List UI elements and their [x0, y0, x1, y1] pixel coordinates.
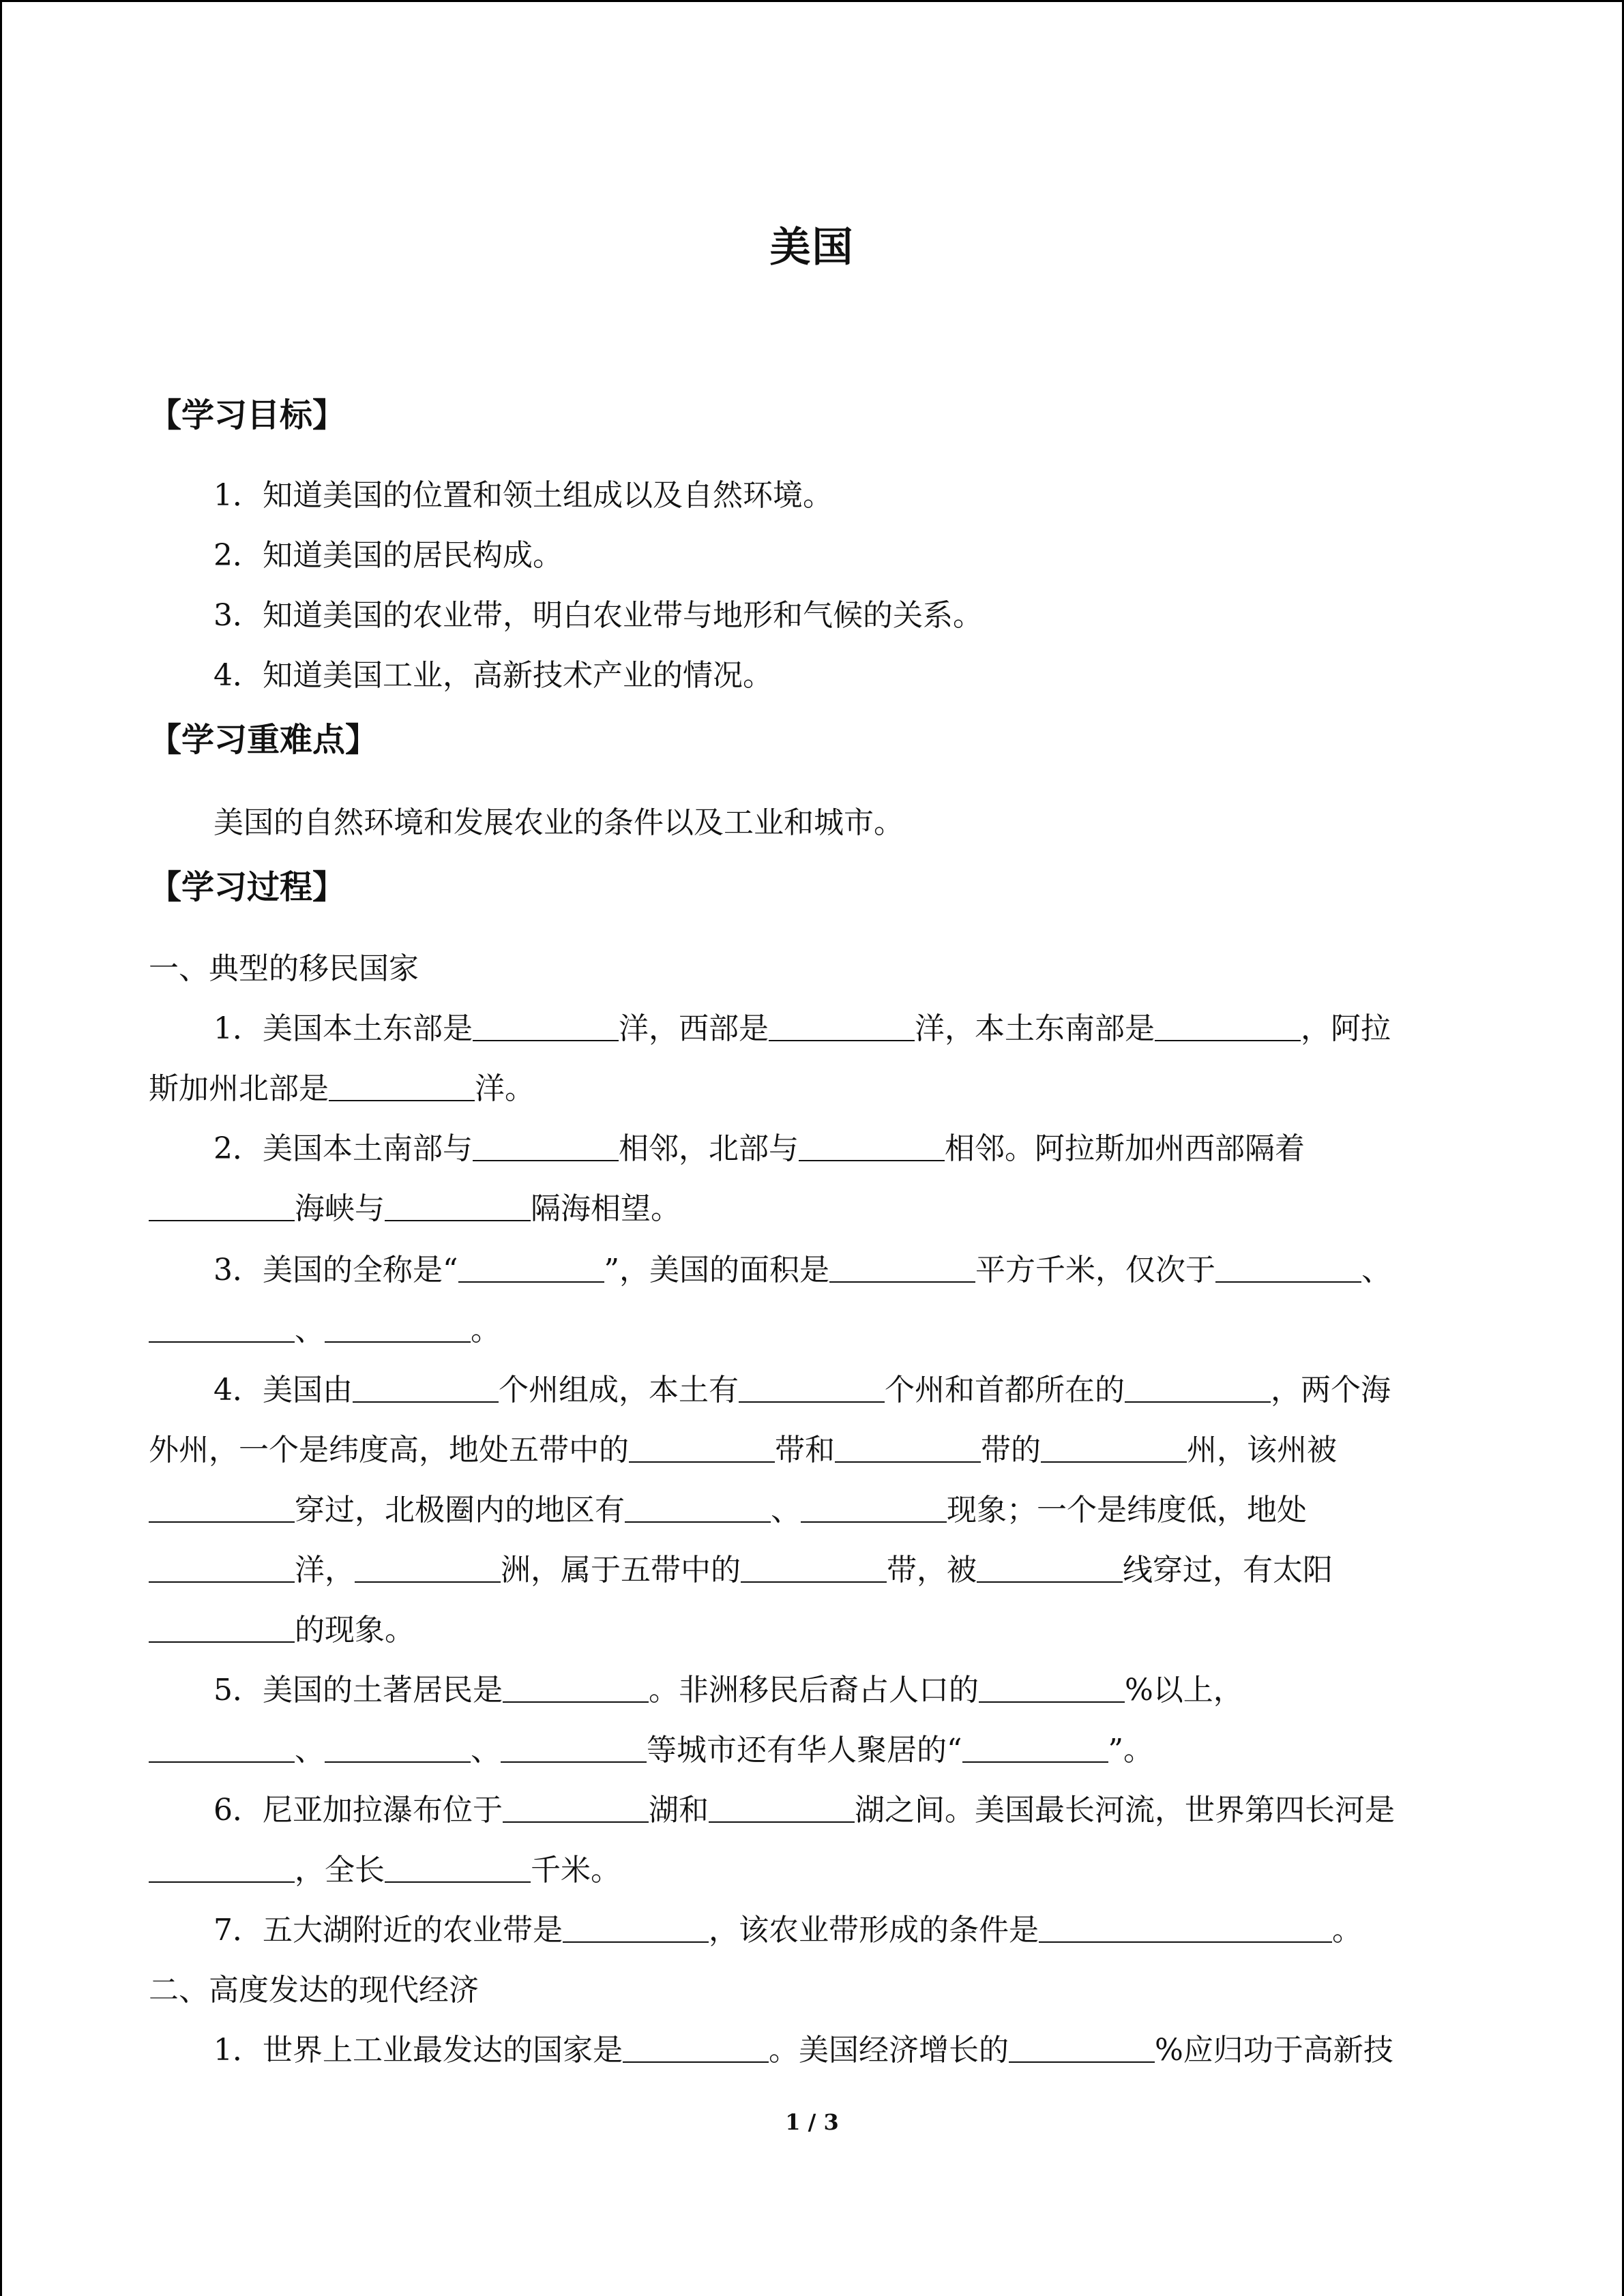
answer-blank[interactable] [355, 1550, 501, 1583]
part2-question-1: 1．世界上工业最发达的国家是 。美国经济增长的 %应归功于高新技 [213, 2030, 1393, 2071]
key-points-text: 美国的自然环境和发展农业的条件以及工业和城市。 [213, 805, 904, 840]
question-4-line-5: 的现象。 [149, 1610, 415, 1651]
answer-blank[interactable] [325, 1310, 471, 1343]
answer-blank[interactable] [1041, 1430, 1187, 1463]
answer-blank[interactable] [149, 1310, 295, 1343]
answer-blank[interactable] [473, 1129, 619, 1161]
question-1-line-2: 斯加州北部是 洋。 [149, 1069, 535, 1109]
answer-blank[interactable] [149, 1610, 295, 1643]
answer-blank[interactable] [801, 1490, 947, 1523]
answer-blank[interactable] [149, 1730, 295, 1763]
answer-blank[interactable] [149, 1490, 295, 1523]
answer-blank[interactable] [709, 1790, 855, 1823]
answer-blank[interactable] [325, 1730, 471, 1763]
answer-blank[interactable] [629, 1430, 775, 1463]
objective-item: 4．知道美国工业，高新技术产业的情况。 [213, 658, 773, 693]
question-7: 7．五大湖附近的农业带是 ，该农业带形成的条件是 。 [213, 1910, 1362, 1951]
answer-blank[interactable] [829, 1250, 975, 1283]
answer-blank[interactable] [473, 1009, 619, 1041]
answer-blank[interactable] [458, 1250, 604, 1283]
answer-blank[interactable] [1215, 1250, 1361, 1283]
page-number: 1 / 3 [785, 2109, 839, 2135]
objective-item: 2．知道美国的居民构成。 [213, 538, 563, 573]
answer-blank[interactable] [739, 1370, 885, 1403]
answer-blank[interactable] [623, 2030, 769, 2063]
objective-item: 1．知道美国的位置和领土组成以及自然环境。 [213, 478, 833, 513]
answer-blank[interactable] [799, 1129, 945, 1161]
answer-blank[interactable] [1125, 1370, 1271, 1403]
key-points-heading: 【学习重难点】 [149, 721, 379, 759]
answer-blank[interactable] [353, 1370, 499, 1403]
answer-blank[interactable] [501, 1730, 647, 1763]
answer-blank[interactable] [503, 1670, 649, 1703]
question-2-line-1: 2．美国本土南部与 相邻，北部与 相邻。阿拉斯加州西部隔着 [213, 1129, 1305, 1169]
answer-blank[interactable] [149, 1550, 295, 1583]
answer-blank[interactable] [977, 1550, 1123, 1583]
answer-blank[interactable] [385, 1189, 531, 1221]
question-3-line-1: 3．美国的全称是“ ”，美国的面积是 平方千米，仅次于 、 [213, 1250, 1391, 1291]
question-4-line-2: 外州，一个是纬度高，地处五带中的 带和 带的 州，该州被 [149, 1430, 1337, 1471]
answer-blank[interactable] [741, 1550, 887, 1583]
answer-blank[interactable] [503, 1790, 649, 1823]
answer-blank[interactable] [625, 1490, 771, 1523]
answer-blank[interactable] [962, 1730, 1108, 1763]
answer-blank[interactable] [329, 1069, 475, 1101]
question-3-line-2: 、 。 [149, 1310, 501, 1351]
answer-blank[interactable] [1009, 2030, 1155, 2063]
answer-blank[interactable] [149, 1850, 295, 1883]
page-title: 美国 [769, 224, 855, 271]
question-5-line-2: 、 、 等城市还有华人聚居的“ ”。 [149, 1730, 1153, 1771]
question-6-line-2: ，全长 千米。 [149, 1850, 621, 1891]
objectives-heading: 【学习目标】 [149, 396, 346, 434]
answer-blank[interactable] [769, 1009, 915, 1041]
question-4-line-4: 洋， 洲，属于五带中的 带，被 线穿过，有太阳 [149, 1550, 1333, 1591]
answer-blank[interactable] [149, 1189, 295, 1221]
answer-blank[interactable] [563, 1910, 709, 1943]
answer-blank[interactable] [385, 1850, 531, 1883]
answer-blank[interactable] [1155, 1009, 1301, 1041]
objective-item: 3．知道美国的农业带，明白农业带与地形和气候的关系。 [213, 598, 983, 633]
question-2-line-2: 海峡与 隔海相望。 [149, 1189, 681, 1229]
answer-blank[interactable] [979, 1670, 1125, 1703]
part2-heading: 二、高度发达的现代经济 [149, 1973, 479, 2008]
answer-blank[interactable] [835, 1430, 981, 1463]
process-heading: 【学习过程】 [149, 868, 346, 906]
question-6-line-1: 6．尼亚加拉瀑布位于 湖和 湖之间。美国最长河流，世界第四长河是 [213, 1790, 1395, 1831]
part1-heading: 一、典型的移民国家 [149, 951, 419, 986]
question-5-line-1: 5．美国的土著居民是 。非洲移民后裔占人口的 %以上， [213, 1670, 1243, 1711]
question-4-line-3: 穿过，北极圈内的地区有 、 现象；一个是纬度低，地处 [149, 1490, 1307, 1531]
question-4-line-1: 4．美国由 个州组成，本土有 个州和首都所在的 ，两个海 [213, 1370, 1391, 1411]
question-1-line-1: 1．美国本土东部是 洋，西部是 洋，本土东南部是 ，阿拉 [213, 1009, 1391, 1049]
answer-blank[interactable] [1039, 1910, 1332, 1943]
